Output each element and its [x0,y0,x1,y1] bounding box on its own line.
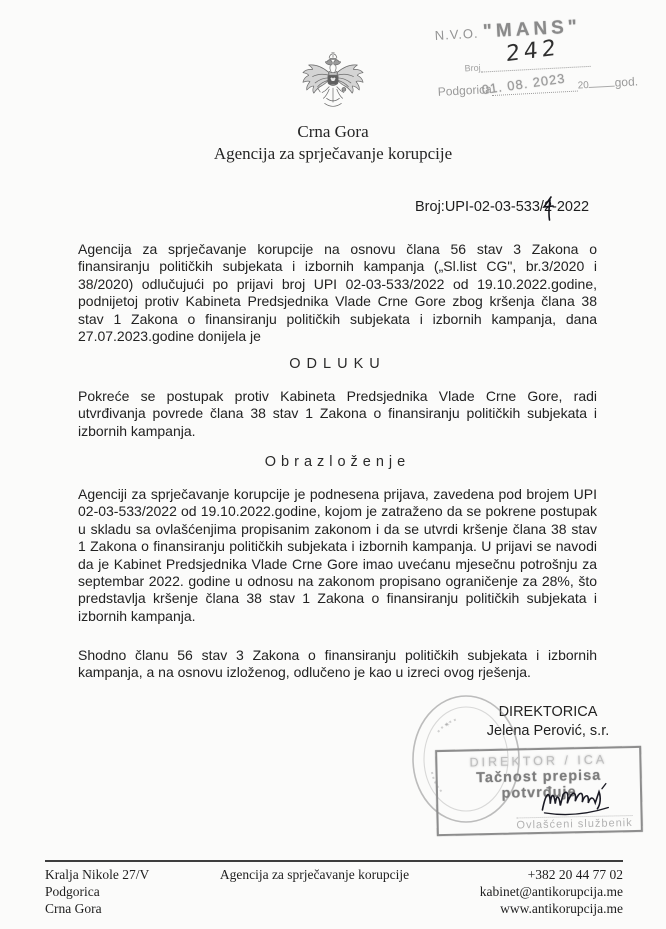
footer-address-city: Podgorica [45,884,100,899]
footer [45,866,623,917]
received-stamp-number-handwritten: 242 [505,35,560,68]
rationale-heading: Obrazloženje [264,454,411,470]
received-stamp-place: Podgorica [437,82,493,99]
reference-digit [544,199,552,215]
certification-stamp-officer-label: Ovlašćeni službenik [516,817,633,832]
footer-address-street: Kralja Nikole 27/V [45,867,150,882]
footer-org-name: Agencija za sprječavanje korupcije [219,867,410,882]
footer-address-country: Crna Gora [45,901,102,916]
paragraph-rationale: Agenciji za sprječavanje korupcije je podnesena prijava, zavedena pod brojem UPI 02-03-533/2022 od 19.10.2022.godine, kojom je zatraženo da se pokrene postupak u skladu sa ovlašćenjima propisanim zakonom i da se utvrdi kršenje člana 38 stav 1 Zakona o finansiranju političkih subjekata i izbornih kampanja. U prijavi se navodi da je Kabinet Predsjednika Vlade Crne Gore imao uvećanu mjesečnu potrošnju za septembar 2022. godine u odnosu na zakonom propisano ograničenje za 28%, što predstavlja kršenje člana 38 stav 1 Zakona o finansiranju političkih subjekata i izbornih kampanja. [78,486,597,624]
footer-contacts [480,866,623,917]
footer-divider [45,860,623,862]
montenegro-coat-of-arms-icon [301,52,365,119]
certification-stamp-title: DIREKTOR / ICA [469,752,608,770]
decision-heading: ODLUKU [289,356,386,372]
footer-email: kabinet@antikorupcija.me [479,884,623,899]
received-stamp-year-prefix: 20 [577,79,590,92]
received-stamp-number-label: Broj [464,62,481,74]
paragraph-decision: Pokreće se postupak protiv Kabineta Predsjednika Vlade Crne Gore, radi utvrđivanja povrede člana 38 stav 1 Zakona o finansiranju političkih subjekata i izbornih kampanja. [78,388,597,439]
received-stamp-org-prefix: N.V.O. [434,25,479,43]
document-reference-number [415,199,589,215]
footer-website: www.antikorupcija.me [500,901,623,916]
received-date-stamp: 01. 08. 2023 [480,70,567,98]
certification-stamp-text: Tačnost prepisa potvrđuje [475,767,602,802]
paragraph-closing: Shodno članu 56 stav 3 Zakona o finansiranju političkih subjekata i izbornih kampanja, a na osnovu izloženog, odlučeno je kao u izreci ovog rješenja. [78,647,597,681]
received-stamp-org-name: "MANS" [482,16,582,43]
reference-digit-typed: 2 [543,199,553,215]
signatory-name: Jelena Perović, s.r. [486,722,610,739]
letterhead-country: Crna Gora [297,122,369,141]
signatory-title: DIREKTORICA [498,704,598,720]
letterhead [0,52,666,164]
svg-text:✶: ✶ [443,720,453,730]
letterhead-agency: Agencija za sprječavanje korupcije [213,144,453,163]
received-stamp-god-suffix: god. [614,74,639,90]
certification-stamp [435,746,643,836]
footer-address [45,866,149,917]
handwritten-correction-mark [542,196,556,222]
paragraph-intro: Agencija za sprječavanje korupcije na osnovu člana 56 stav 3 Zakona o finansiranju političkih subjekata i izbornih kampanja („Sl.list CG", br.3/2020 i 38/2020) odlučujući po prijavi broj UPI 02-03-533/2022 od 19.10.2022.godine, podnijetoj protiv Kabineta Predsjednika Vlade Crne Gore zbog kršenja člana 38 stav 1 Zakona o finansiranju političkih subjekata i izbornih kampanja, dana 27.07.2023.godine donijela je [78,241,597,345]
footer-phone: +382 20 44 77 02 [527,867,623,882]
reference-suffix: -2022 [552,199,590,215]
handwritten-signature [536,780,629,820]
reference-prefix: Broj:UPI-02-03-533/ [415,199,544,215]
